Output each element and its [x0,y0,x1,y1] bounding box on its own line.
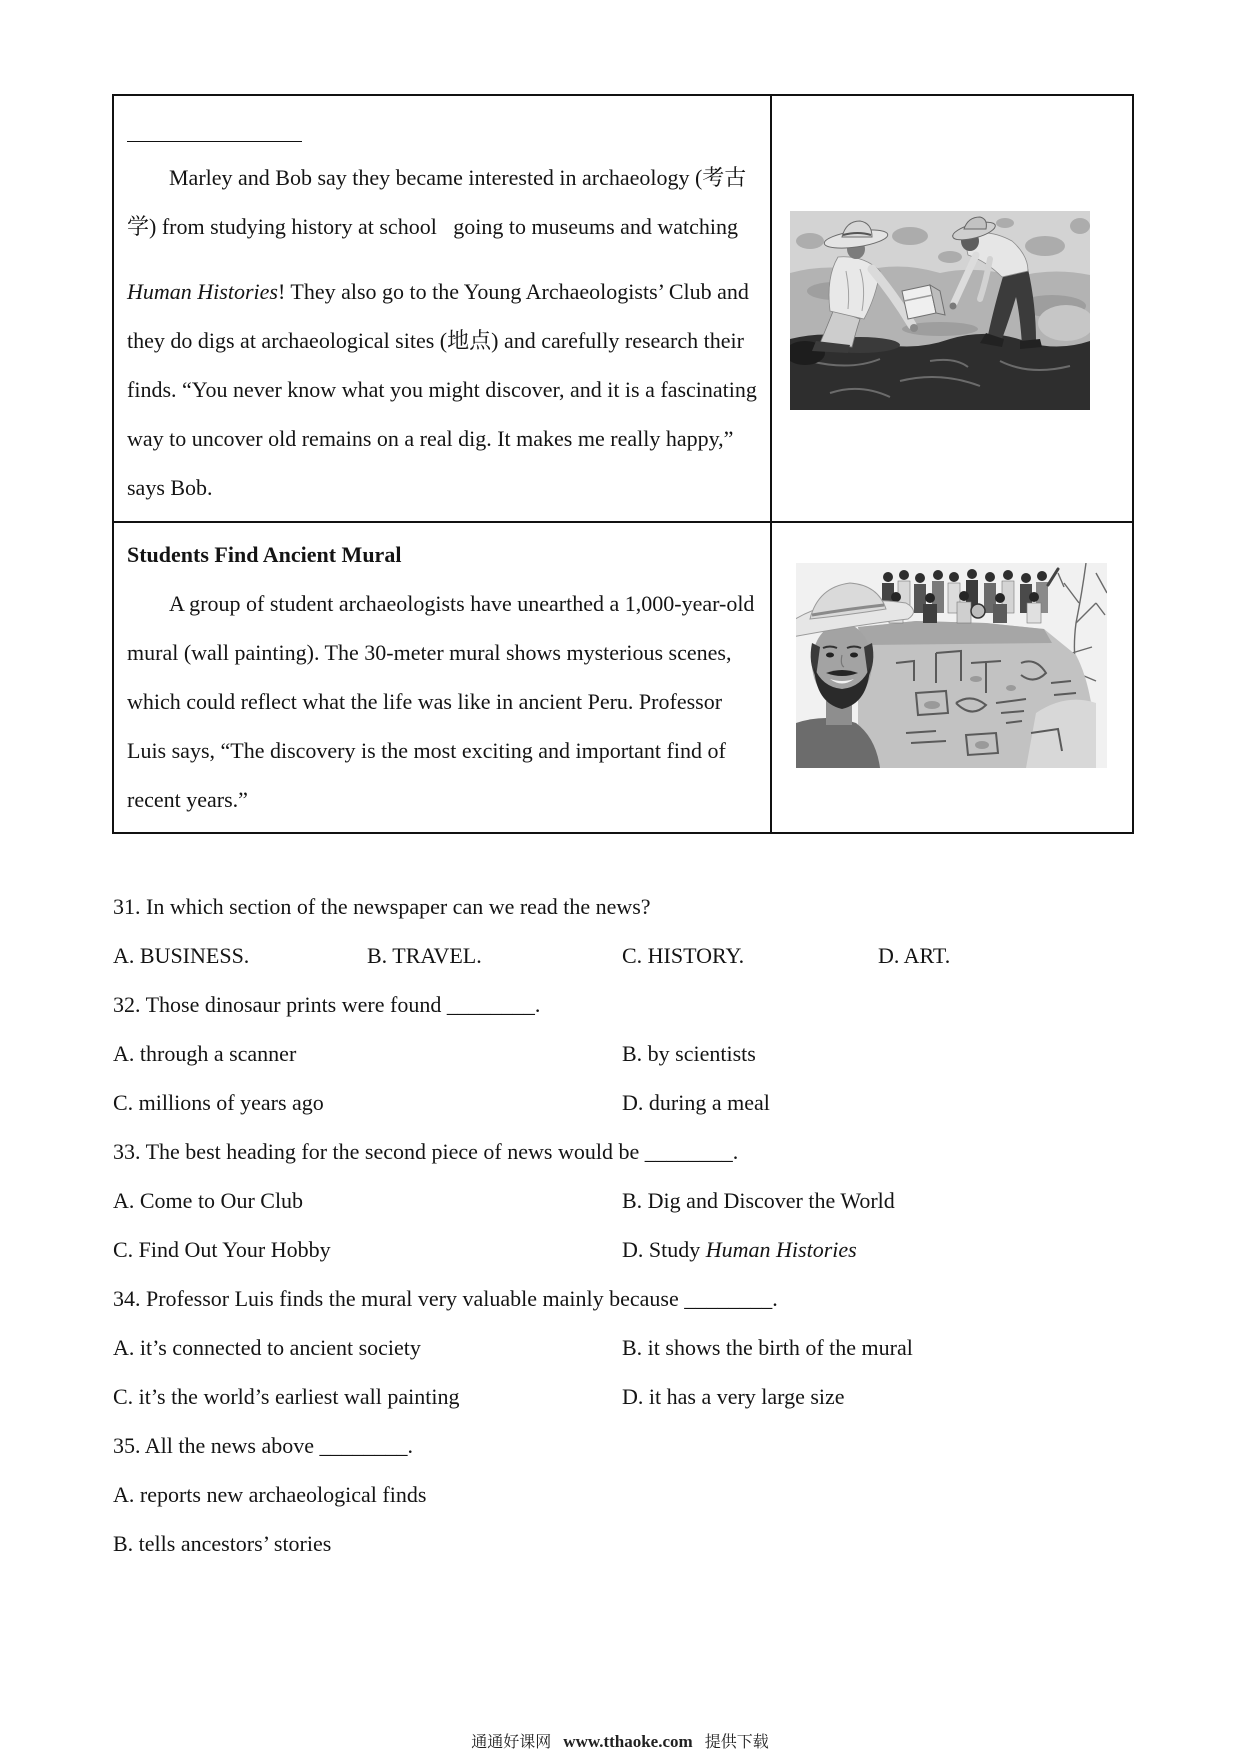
news-line: A group of student archaeologists have unearthed a 1,000-year-old [169,590,755,616]
option-a: A. BUSINESS. [113,943,250,968]
option-c: C. Find Out Your Hobby [113,1237,331,1262]
question-31 [113,882,1133,980]
option-b: B. by scientists [622,1041,756,1066]
option-b: B. it shows the birth of the mural [622,1335,913,1360]
option-d-prefix: D. Study [622,1237,706,1262]
news-line [127,267,767,316]
news-line: way to uncover old remains on a real dig. It makes me really happy,” [127,425,734,451]
option-row [113,1372,1133,1421]
option-a: A. Come to Our Club [113,1188,304,1213]
news-line: Luis says, “The discovery is the most exciting and important find of [127,737,726,763]
news-heading: Students Find Ancient Mural [127,541,402,567]
news-line: 学) from studying history at school going to museums and watching [127,213,739,239]
option-a: A. it’s connected to ancient society [113,1335,421,1360]
news-item-1 [127,104,767,512]
option-d [622,1225,857,1274]
news-line: they do digs at archaeological sites (地点) and carefully research their [127,327,744,353]
option-row [113,1078,1133,1127]
news-line: says Bob. [127,474,213,500]
news-line: mural (wall painting). The 30-meter mural shows mysterious scenes, [127,639,732,665]
question-stem: 33. The best heading for the second piece of news would be ________. [113,1139,739,1164]
option-row [113,1323,1133,1372]
option-row [113,1029,1133,1078]
option-a: A. through a scanner [113,1041,297,1066]
question-stem: 32. Those dinosaur prints were found ________. [113,992,541,1017]
archaeologists-digging-photo [790,211,1090,410]
news-line: which could reflect what the life was like in ancient Peru. Professor [127,688,723,714]
option-d: D. ART. [878,943,951,968]
heading-blank [127,104,767,153]
column-divider [770,96,772,832]
news-line: finds. “You never know what you might discover, and it is a fascinating [127,376,757,402]
option-row [113,931,1133,980]
question-stem: 31. In which section of the newspaper can we read the news? [113,894,651,919]
heading-blank-rule [127,141,302,142]
question-32 [113,980,1133,1127]
question-stem: 34. Professor Luis finds the mural very valuable mainly because ________. [113,1286,778,1311]
footer-url: www.tthaoke.com [563,1732,693,1751]
round-shield [971,604,985,618]
option-row [113,1470,1133,1519]
option-row [113,1519,1133,1568]
option-b: B. tells ancestors’ stories [113,1531,332,1556]
news-line: recent years.” [127,786,248,812]
option-a: A. reports new archaeological finds [113,1482,427,1507]
page-footer [0,1731,1240,1753]
news-item-2 [127,530,767,824]
option-d-title: Human Histories [705,1237,857,1262]
row-divider [114,521,1132,523]
question-33 [113,1127,1133,1274]
question-34 [113,1274,1133,1421]
option-c: C. HISTORY. [622,943,745,968]
option-c: C. it’s the world’s earliest wall painting [113,1384,460,1409]
option-b: B. TRAVEL. [367,943,482,968]
question-list [113,882,1133,1568]
option-row [113,1225,1133,1274]
finds-crate [902,285,945,319]
option-d: D. it has a very large size [622,1384,845,1409]
student-mural-photo [796,563,1107,768]
option-row [113,1176,1133,1225]
news-line-rest: ! They also go to the Young Archaeologists’ Club and [277,278,749,304]
program-title: Human Histories [127,278,278,304]
news-line: Marley and Bob say they became interested in archaeology (考古 [169,164,747,190]
option-c: C. millions of years ago [113,1090,324,1115]
footer-site-name: 通通好课网 [471,1732,552,1751]
footer-download-note: 提供下载 [704,1732,769,1751]
question-stem: 35. All the news above ________. [113,1433,414,1458]
option-b: B. Dig and Discover the World [622,1188,895,1213]
option-d: D. during a meal [622,1090,770,1115]
question-35 [113,1421,1133,1568]
news-table [112,94,1134,834]
